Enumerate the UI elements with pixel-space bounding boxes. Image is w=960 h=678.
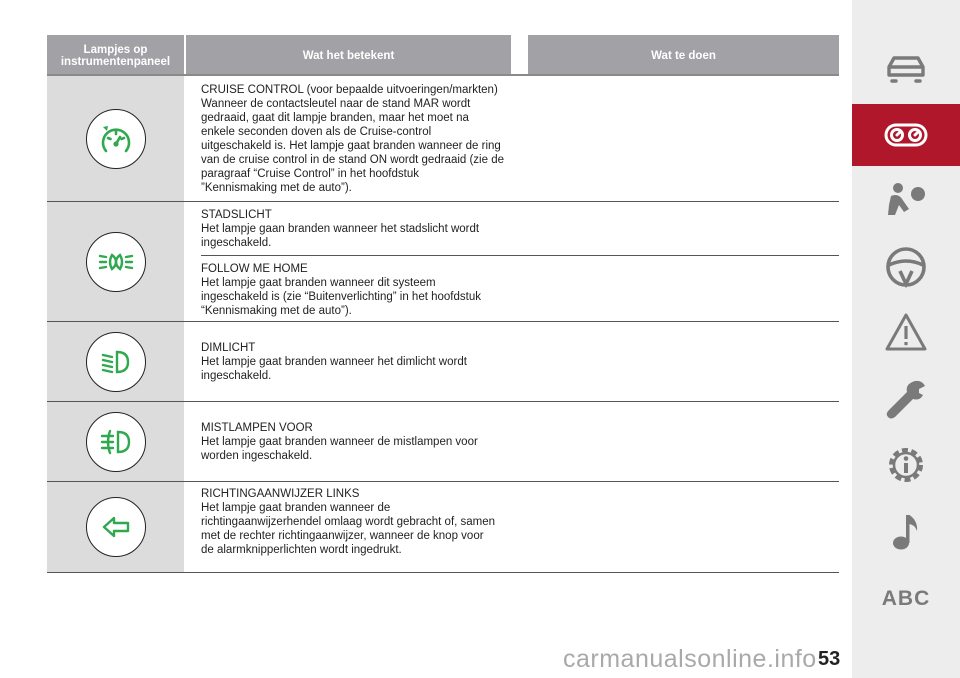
cruise-control-icon (86, 109, 146, 169)
left-turn-signal-icon (86, 497, 146, 557)
table-row (47, 76, 839, 202)
warning-lights-table (47, 35, 839, 573)
entry-front-fog (201, 421, 521, 463)
music-note-icon[interactable] (852, 500, 960, 562)
entry-left-turn-signal (201, 487, 521, 557)
chapter-sidebar (852, 0, 960, 678)
icon-cell (47, 482, 184, 572)
warning-triangle-icon[interactable] (852, 302, 960, 364)
entry-title: FOLLOW ME HOME (201, 263, 308, 275)
icon-cell (47, 202, 184, 321)
entry-title: MISTLAMPEN VOOR (201, 422, 313, 434)
entry-line: enkele seconden doven als de Cruise-control (201, 126, 432, 138)
entry-title: STADSLICHT (201, 209, 272, 221)
entry-line: paragraaf “Cruise Control” in het hoofdstuk (201, 168, 419, 180)
wrench-icon[interactable] (852, 368, 960, 430)
header-cell-lights: Lampjes op instrumentenpaneel (47, 35, 184, 76)
entry-line: ingeschakeld. (201, 370, 272, 382)
entry-line: Het lampje gaat branden wanneer de mistlampen voor (201, 436, 478, 448)
entry-line: “Kennismaking met de auto”). (201, 305, 352, 317)
abc-label: ABC (881, 587, 931, 610)
page-number: 53 (818, 648, 841, 670)
icon-cell (47, 76, 184, 201)
entry-line: ingeschakeld. (201, 237, 272, 249)
entry-line: met de rechter richtingaanwijzer, wanneer de knop voor (201, 530, 484, 542)
entry-title: RICHTINGAANWIJZER LINKS (201, 488, 360, 500)
entry-title: CRUISE CONTROL (voor bepaalde uitvoeringen/markten) (201, 84, 498, 96)
entry-title: DIMLICHT (201, 342, 256, 354)
entry-line: van de cruise control in de stand ON wordt gedraaid (zie de (201, 154, 504, 166)
entry-line: ingeschakeld is (zie “Buitenverlichting” in het hoofdstuk (201, 291, 481, 303)
header-cell-meaning: Wat het betekent (186, 35, 511, 76)
entry-line: gedraaid, gaat dit lampje branden, maar het moet na (201, 112, 469, 124)
airbag-passenger-icon[interactable] (852, 170, 960, 232)
icon-cell (47, 402, 184, 481)
table-row (47, 402, 839, 482)
dipped-beam-icon (86, 332, 146, 392)
entry-line: uitgeschakeld is. Het lampje gaat branden wanneer de ring (201, 140, 501, 152)
entry-line: Het lampje gaat branden wanneer dit systeem (201, 277, 436, 289)
table-row (47, 322, 839, 402)
entry-line: Wanneer de contactsleutel naar de stand MAR wordt (201, 98, 471, 110)
sub-entry (201, 202, 521, 255)
icon-cell (47, 322, 184, 401)
abc-index-icon[interactable] (852, 568, 960, 630)
watermark: carmanualsonline.info (563, 645, 817, 673)
side-light-icon (86, 232, 146, 292)
entry-line: ”Kennismaking met de auto”). (201, 182, 352, 194)
sub-entry (201, 255, 839, 321)
car-icon[interactable] (852, 38, 960, 100)
entry-line: richtingaanwijzerhendel omlaag wordt gebracht of, samen (201, 516, 496, 528)
table-header (47, 35, 839, 76)
entry-cruise-control (201, 83, 521, 195)
front-fog-light-icon (86, 412, 146, 472)
entry-line: Het lampje gaan branden wanneer het stadslicht wordt (201, 223, 480, 235)
entry-follow-me-home (201, 262, 839, 318)
entry-line: Het lampje gaat branden wanneer de (201, 502, 391, 514)
table-row (47, 202, 839, 322)
entry-line: worden ingeschakeld. (201, 450, 313, 462)
steering-wheel-icon[interactable] (852, 236, 960, 298)
table-row (47, 482, 839, 573)
dashboard-icon[interactable] (852, 104, 960, 166)
header-cell-action: Wat te doen (528, 35, 839, 76)
info-gear-icon[interactable] (852, 434, 960, 496)
entry-line: Het lampje gaat branden wanneer het dimlicht wordt (201, 356, 467, 368)
entry-dipped-beam (201, 341, 521, 383)
entry-line: de alarmknipperlichten wordt ingedrukt. (201, 544, 402, 556)
entry-side-light (201, 208, 521, 250)
